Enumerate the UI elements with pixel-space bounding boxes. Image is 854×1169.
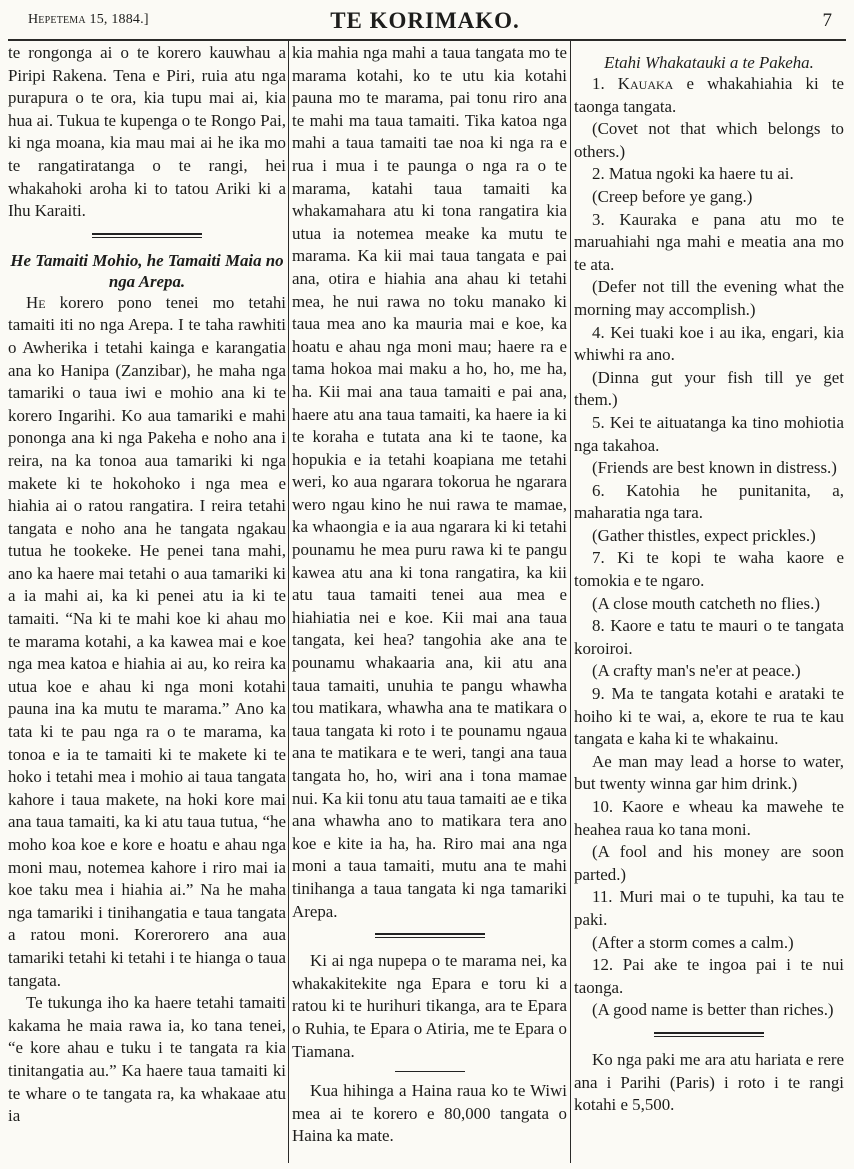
proverb-english: (Covet not that which belongs to others.) (574, 119, 844, 161)
proverb-maori: Ma te tangata kotahi e arataki te hoiho ki te wai, a, ekore te rua te kau tangata e kaha ki te whakainu. (574, 684, 844, 749)
section-divider (395, 1071, 465, 1072)
proverb-maori: Pai ake te ingoa pai i te nui taonga. (574, 955, 844, 997)
section-divider (92, 233, 202, 238)
proverb-item (574, 412, 844, 457)
article-title: He Tamaiti Mohio, he Tamaiti Maia no nga Arepa. (10, 250, 284, 291)
section-divider (654, 1032, 764, 1037)
proverb-first-word: Kauaka (617, 74, 674, 93)
masthead-title: TE KORIMAKO. (330, 8, 520, 33)
page-number: 7 (822, 10, 832, 31)
news-item-china: Kua hihinga a Haina raua ko te Wiwi mea ai te korero e 80,000 tangata o Haina ka mate. (292, 1081, 567, 1146)
proverb-english: (Friends are best known in distress.) (592, 458, 837, 478)
proverb-item (574, 480, 844, 525)
drop-word: He (26, 292, 46, 312)
proverb-english: (A good name is better than riches.) (592, 1000, 834, 1020)
column-3 (574, 42, 844, 1117)
proverb-number: 8. (592, 616, 605, 636)
proverb-maori: Muri mai o te tupuhi, ka tau te paki. (574, 887, 844, 929)
proverb-maori: Kei tuaki koe i au ika, engari, kia whiwhi ra ano. (574, 322, 844, 365)
proverb-maori: Matua ngoki ka haere tu ai. (608, 164, 794, 184)
page-header (10, 6, 840, 36)
proverb-number: 5. (592, 412, 605, 432)
proverb-item (574, 796, 844, 841)
proverb-english: (Creep before ye gang.) (592, 186, 753, 206)
column-divider-2 (570, 41, 571, 1163)
proverb-number: 9. (592, 684, 605, 704)
proverb-item (574, 73, 844, 118)
proverb-maori: Katohia he punitanita, a, maharatia nga tara. (574, 480, 844, 523)
proverb-number: 4. (592, 322, 605, 342)
news-item-paris: Ko nga paki me ara atu hariata e rere ana i Parihi (Paris) i roto i te rangi kotahi e 5,500. (574, 1049, 844, 1115)
proverb-english: (A close mouth catcheth no flies.) (592, 593, 820, 613)
proverb-number: 10. (592, 797, 614, 816)
proverb-number: 1. (592, 74, 605, 93)
continued-text: te rongonga ai o te korero kauwhau a Piripi Rakena. Tena e Piri, ruia atu nga purapura o te ora, kia tupu mai ai, kia hua ai. Tukua te kupenga o te Rongo Pai, ki nga moana, kia mau mai ai he ika mo te rangatiratanga o te rangi, hei whakahoki aroha ki to tatou Ariki ki a Ihu Karaiti. (8, 43, 286, 221)
column-2 (292, 42, 567, 1148)
proverb-number: 11. (592, 887, 613, 907)
proverb-maori: Kaore e wheau ka mawehe te heahea raua ko tana moni. (574, 797, 844, 839)
proverb-number: 12. (592, 955, 614, 975)
proverb-item (574, 954, 844, 999)
proverb-item (574, 322, 844, 367)
proverb-english: (Gather thistles, expect prickles.) (592, 525, 816, 545)
proverb-english: (Defer not till the evening what the morning may accomplish.) (574, 277, 844, 319)
proverb-item (574, 163, 844, 186)
proverb-number: 7. (592, 548, 605, 568)
proverb-maori: e whakahiahia ki te taonga tangata. (574, 74, 844, 116)
proverb-item (574, 886, 844, 931)
proverb-maori: Kei te aituatanga ka tino mohiotia nga takahoa. (574, 412, 844, 455)
section-divider (375, 933, 485, 938)
column-1 (8, 42, 286, 1128)
proverb-number: 2. (592, 164, 605, 184)
issue-date: Hepetema 15, 1884.] (28, 12, 149, 27)
article-paragraph-2: Te tukunga iho ka haere tetahi tamaiti kakama he maia rawa ia, ko tana tenei, “e kore ahau e tuku i te tangata ra kia tinitangatia au.” Ka haere taua tamaiti ki te whare o te tangata ra, ka whakaae atu ia (8, 993, 286, 1126)
proverb-english: (Dinna gut your fish till ye get them.) (574, 367, 844, 410)
article-continuation: kia mahia nga mahi a taua tangata mo te marama kotahi, ko te utu kia kotahi pauna mo te marama, pai tonu riro ana te mahi ma taua tamaiti. Tika katoa nga mahi a taua tamaiti tae noa ki nga ra e rua i mua i te paunga o nga ra o te marama, katahi taua tamaiti ka whakamahara atu ki tona rangatira kia utua ia notemea meake ka mutu te marama. Ka kii mai taua tangata e pai ana, otira e hiahia ana ahau ki tetahi mea, he nui rawa no toku manako ki taua mea ano ka mauria mai e koe, ka hoatu e ahau nga moni mau; haere ra e tama hokoa mai maku a ho, ho, me ha, ha. Kii mai ana taua tamaiti e pai ana, haere atu ana taua tamaiti, ka haere ia ki te koraha e tutata ana ki te taone, ka hopukia e ia tetahi koapiana me tetahi weri, ko aua ngarara tokorua he ngarara wero ngau kino he nui rawa te mamae, ka whaongia e ia aua ngarara ki ki tetahi pounamu he mea puru rawa ki te pangu kawea atu ana ki tona rangatira, ka kii atu taua tamaiti tenei aua mea e hiahiatia nei e koe. Kii mai ana taua tangata, kei hea? tangohia ake ana te pounamu whakaaria ana, kii atu ana taua tamaiti, unuhia te pangu whawha tou matikara, whawha ana te matikara o taua tangata ki roto i te pounamu ngaua ana te matikara e te weri, tangi ana taua tangata ho, ho, wiri ana i tona mamae nui. Ka kii tonu atu taua tamaiti ae e tika ana whawha ano to matikara tera ano koe e kite ia ha, ha. Riro mai ana nga moni a taua tamaiti, mutu ana te mahi tinihanga a taua tangata ki nga tamariki Arepa. (292, 43, 567, 921)
proverb-item (574, 615, 844, 660)
column-divider-1 (288, 41, 289, 1163)
news-item-europe: Ki ai nga nupepa o te marama nei, ka whakakitekite nga Epara e toru ki a ratou ki te hurihuri tikanga, ara te Epara o Ruhia, te Epara o Atiria, me te Epara o Tiamana. (292, 951, 567, 1061)
proverb-english: (A fool and his money are soon parted.) (574, 842, 844, 884)
proverb-english: Ae man may lead a horse to water, but twenty winna gar him drink.) (574, 751, 844, 794)
proverb-item (574, 683, 844, 751)
proverb-item (574, 209, 844, 277)
proverb-number: 3. (592, 209, 605, 229)
article-text: korero pono tenei mo tetahi tamaiti iti no nga Arepa. I te taha rawhiti o Awherika i tetahi kainga e karangatia ana ko Hanipa (Zanzibar), he maha nga tamariki o taua iwi e mohio ana ki te korero Ingarihi. Ko aua tamariki e mahi pononga ana ki nga Pakeha e noho ana i reira, na ka tonoa aua tamariki ki nga makete ki te hokohoko i nga mea e hiahia ai o ratou rangatira. I reira tetahi tangata e noho ana he tangata ngakau tutua he tookeke. He penei tana mahi, ano ka haere mai tetahi o aua tamariki ki a ia mahi ai, ka ki penei atu ia ki te tamaiti. “Na ki te mahi koe ki ahau mo te marama kotahi, a ka kawea mai e koe nga mea katoa e hiahia ai au, ko reira ka utua koe e ahau ki nga moni kotahi pauna ina ka mutu te marama.” Ano ka tata ki te pau nga ra o te marama, ka tonoa e ia te tamaiti ki te makete ki te hoko i tetahi mea i mohio ai taua tangata kahore i taua makete, na hoki kore mai ana taua tamaiti, ka ki atu taua tutua, “he moho koa koe e kore e hoatu e ahau nga moni mau, notemea kahore i riro mai ia koe taku mea i hiahia ai.” Na he maha nga tamariki i tinihangatia e taua tangata a ratou moni. Korerorero ana aua tamariki tetahi ki tetahi i te hianga o taua tangata. (8, 292, 286, 990)
article-body (8, 292, 286, 992)
proverb-maori: Kauraka e pana atu mo te maruahiahi nga mahi e meatia ana mo te ata. (574, 209, 844, 274)
proverb-item (574, 547, 844, 592)
proverb-maori: Ki te kopi te waha kaore e tomokia e te ngaro. (574, 548, 844, 591)
proverbs-list (574, 73, 844, 1022)
proverb-english: (After a storm comes a calm.) (592, 932, 794, 952)
proverb-number: 6. (592, 480, 605, 500)
proverbs-title: Etahi Whakatauki a te Pakeha. (604, 53, 814, 72)
proverb-maori: Kaore e tatu te mauri o te tangata koroiroi. (574, 616, 844, 658)
proverb-english: (A crafty man's ne'er at peace.) (592, 661, 801, 681)
header-rule (8, 39, 846, 41)
